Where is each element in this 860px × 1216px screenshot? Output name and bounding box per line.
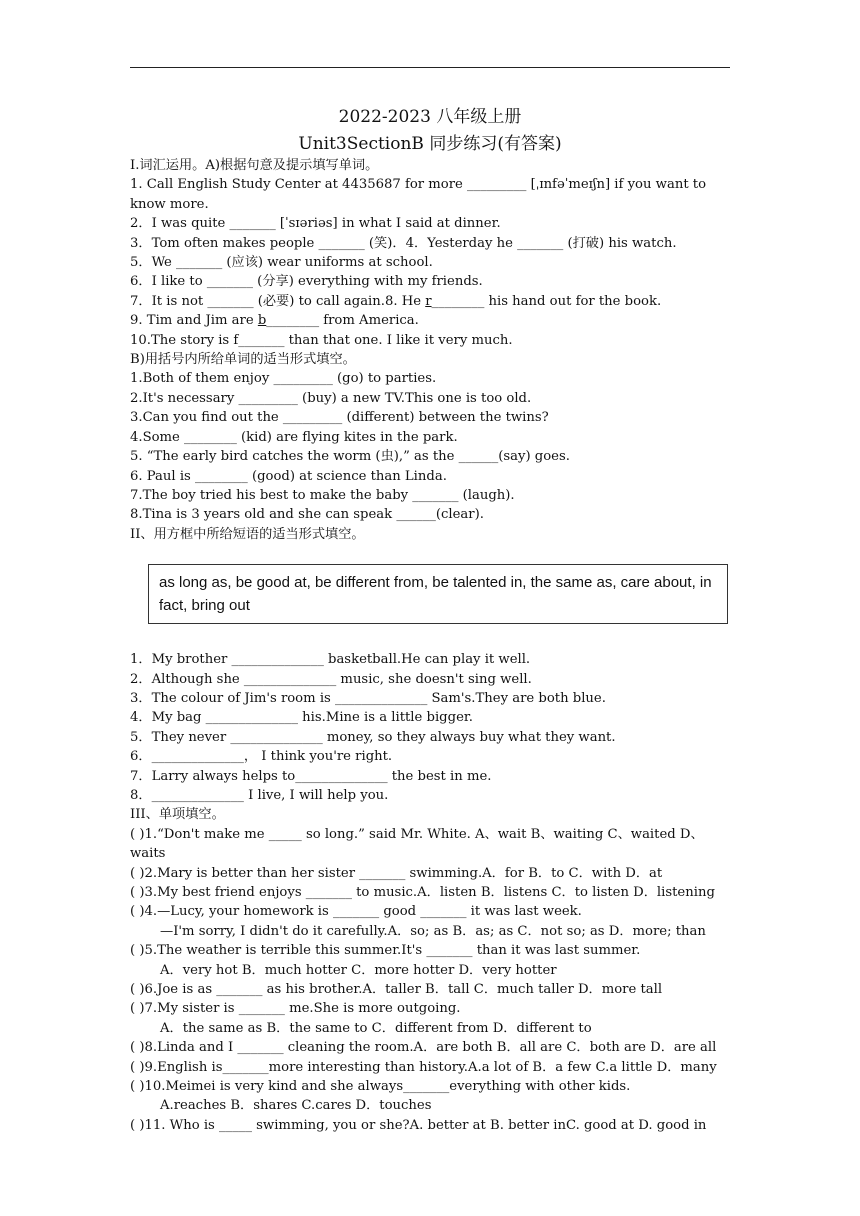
- part1b-line-8: 8.Tina is 3 years old and she can speak ______(clear).: [130, 507, 484, 523]
- line7-hint-r: r: [425, 293, 432, 309]
- part1-line-10: 10.The story is f_______ than that one. I like it very much.: [130, 332, 513, 348]
- part2-line-5: 5．They never ______________ money, so they always buy what they want.: [130, 729, 616, 745]
- part2-line-6: 6．______________， I think you're right.: [130, 749, 393, 765]
- part1b-line-5: 5. “The early bird catches the worm (虫),” as the ______(say) goes.: [130, 449, 570, 465]
- part2-heading: II、用方框中所给短语的适当形式填空。: [130, 526, 365, 542]
- question-3: ( )3.My best friend enjoys _______ to music.A．listen B．listens C．to listen D．listening: [130, 885, 715, 900]
- phrase-box: as long as, be good at, be different from, be talented in, the same as, care about, in fact, bring out: [148, 564, 728, 624]
- part1-line-1: 1. Call English Study Center at 4435687 for more _________ [ˌɪnfəˈmeɪʃn] if you want to know more.: [130, 177, 707, 212]
- question-11: ( )11. Who is _____ swimming, you or she?A. better at B. better inC. good at D. good in: [130, 1117, 707, 1133]
- question-1: ( )1.“Don't make me _____ so long.” said Mr. White. A、wait B、waiting C、waited D、waits: [130, 826, 704, 862]
- question-7-options: A．the same as B．the same to C．different from D．different to: [160, 1020, 592, 1036]
- part2-line-8: 8．______________ I live, I will help you.: [130, 787, 389, 803]
- question-2: ( )2.Mary is better than her sister _______ swimming.A．for B．to C．with D．at: [130, 865, 663, 881]
- part1b-line-2: 2.It's necessary _________ (buy) a new TV.This one is too old.: [130, 390, 532, 406]
- part1-line-2: 2．I was quite _______ [ˈsɪəriəs] in what I said at dinner.: [130, 216, 501, 232]
- question-4-options: —I'm sorry, I didn't do it carefully.A．so; as B．as; as C．not so; as D．more; than: [160, 923, 706, 939]
- part1b-line-4: 4.Some ________ (kid) are flying kites in the park.: [130, 429, 458, 445]
- question-5: ( )5.The weather is terrible this summer.It's _______ than it was last summer.: [130, 943, 641, 959]
- question-10: ( )10.Meimei is very kind and she always_______everything with other kids.: [130, 1079, 631, 1095]
- part1-line-6: 6．I like to _______ (分享) everything with my friends.: [130, 274, 483, 290]
- header-rule: [130, 67, 730, 68]
- question-9: ( )9.English is_______more interesting than history.A.a lot of B．a few C.a little D．many: [130, 1059, 717, 1075]
- part2-line-4: 4．My bag ______________ his.Mine is a little bigger.: [130, 710, 473, 726]
- part1b-line-1: 1.Both of them enjoy _________ (go) to parties.: [130, 371, 437, 387]
- title-line-2: Unit3SectionB 同步练习(有答案): [298, 134, 562, 154]
- line9-text-a: 9. Tim and Jim are: [130, 313, 258, 329]
- part1b-line-6: 6. Paul is ________ (good) at science than Linda.: [130, 468, 447, 484]
- part1-line-9: [130, 311, 734, 330]
- question-4: ( )4.—Lucy, your homework is _______ good _______ it was last week.: [130, 904, 582, 920]
- question-10-options: A.reaches B．shares C.cares D．touches: [160, 1098, 432, 1114]
- part2-line-3: 3．The colour of Jim's room is ______________ Sam's.They are both blue.: [130, 690, 606, 706]
- part1b-line-7: 7.The boy tried his best to make the baby _______ (laugh).: [130, 487, 515, 503]
- part2-line-1: 1．My brother ______________ basketball.He can play it well.: [130, 652, 531, 668]
- question-6: ( )6.Joe is as _______ as his brother.A．taller B．tall C．much taller D．more tall: [130, 982, 663, 998]
- part1-line-3: 3．Tom often makes people _______ (笑)．4．Yesterday he _______ (打破) his watch.: [130, 235, 677, 251]
- line7-text-b: ________ his hand out for the book.: [431, 293, 662, 309]
- part1b-line-3: 3.Can you find out the _________ (different) between the twins?: [130, 410, 549, 426]
- part1-line-5: 5．We _______ (应该) wear uniforms at school.: [130, 255, 433, 271]
- exercise-body: [130, 156, 734, 1135]
- part3-heading: III、单项填空。: [130, 807, 225, 823]
- line7-text-a: 7．It is not _______ (必要) to call again.8. He: [130, 293, 426, 309]
- line9-hint-b: b: [257, 313, 267, 329]
- part2-line-7: 7．Larry always helps to______________ the best in me.: [130, 768, 492, 784]
- question-7: ( )7.My sister is _______ me.She is more outgoing.: [130, 1001, 461, 1017]
- part1b-heading: B)用括号内所给单词的适当形式填空。: [130, 352, 356, 368]
- part1-line-7: [130, 292, 734, 311]
- part2-line-2: 2．Although she ______________ music, she doesn't sing well.: [130, 671, 532, 687]
- question-5-options: A．very hot B．much hotter C．more hotter D．very hotter: [160, 962, 557, 978]
- question-8: ( )8.Linda and I _______ cleaning the room.A．are both B．all are C．both are D．are all: [130, 1040, 717, 1056]
- part1-heading: I.词汇运用。A)根据句意及提示填写单词。: [130, 158, 379, 173]
- line9-text-c: ________ from America.: [266, 313, 419, 329]
- title-line-1: 2022-2023 八年级上册: [338, 107, 522, 127]
